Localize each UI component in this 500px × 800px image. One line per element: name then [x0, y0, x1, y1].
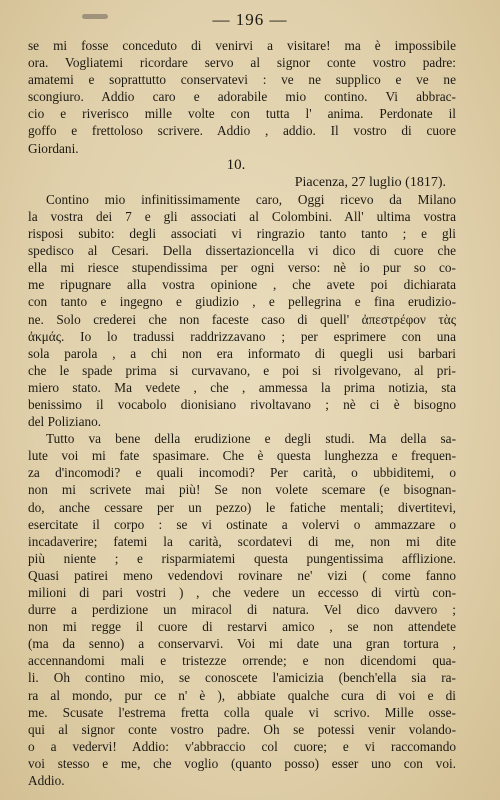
text-line: (ma da senno) a conservarvi. Voi mi date una gran tortura , [28, 636, 456, 652]
text-line: miero stato. Ma vedete , che , ammessa la prima notizia, sta [28, 379, 456, 395]
text-line: ora. Vogliatemi ricordare servo al signor conte vostro padre: [28, 55, 456, 71]
text-line: del Poliziano. [28, 414, 102, 430]
text-line: Tutto va bene della erudizione e degli studi. Ma della sa- [46, 431, 456, 447]
text-line: Contino mio infinitissimamente caro, Oggi ricevo da Milano [46, 191, 456, 207]
text-line: spedisco al Cesari. Della dissertazioncella vi dico di cuore che [28, 243, 456, 259]
text-line: risposi subito: degli associati vi ringrazio tanto tanto ; e gli [28, 226, 456, 242]
text-line: non mi regge il cuore di restarvi amico , se non attendete [28, 619, 456, 635]
signature-line: Giordani. [28, 140, 79, 156]
text-line: se mi fosse conceduto di venirvi a visitare! ma è impossibile [28, 38, 456, 53]
text-line: li. Oh contino mio, se conoscete l'amicizia (bench'ella sia ra- [28, 670, 456, 686]
text-line: cio e riverisco mille volte con tutta l' anima. Perdonate il [28, 106, 456, 122]
text-line: me. Scusate l'estrema fretta colla quale vi scrivo. Mille osse- [28, 704, 456, 720]
text-line: milioni di pari vostri ) , che vedere un eccesso di virtù con- [28, 585, 456, 600]
text-line: o a vedervi! Addio: v'abbraccio col cuore; e vi raccomando [28, 738, 456, 754]
text-line: ne. Solo crederei che non faceste caso di quell' ἀπεστρέφον τὰς [28, 311, 456, 327]
text-line: non mi scrivete mai più! Se non volete scemare (e bisognan- [28, 482, 456, 498]
text-line: con tanto e ingegno e giudizio , e pellegrina e fina erudizio- [28, 294, 456, 310]
text-line: la vostra dei 7 e gli associati al Colombini. All' ultima vostra [28, 208, 456, 224]
text-line: benissimo il vocabolo dionisiano rivoltavano ; nè ci è bisogno [28, 396, 456, 412]
text-line: sola parola , a chi non era informato di quegli usi barbari [28, 345, 456, 361]
letter-number: 10. [226, 156, 246, 173]
text-line: ἀκμάς. Io lo tradussi raddrizzavano ; per esprimere con una [28, 328, 456, 344]
page-number: — 196 — [212, 10, 288, 29]
text-line: qui al signor conte vostro padre. Oh se potessi venir volando- [28, 721, 456, 737]
text-line: incadaverire; fatemi la carità, scordatevi di me, non mi dite [28, 533, 456, 549]
text-line: ella mi riesce stupendissima per ogni verso: nè io pur so co- [28, 260, 456, 276]
text-line: più niente ; e risparmiatemi questa pungentissima afflizione. [28, 550, 456, 566]
text-line: me ripugnare alla vostra opinione , che avete poi dichiarata [28, 277, 456, 293]
text-line: esercitate il corpo : se vi ostinate a volervi o ammazzare o [28, 516, 456, 532]
text-line: che le spade prima si curvavano, e poi si rivolgevano, al pri- [28, 362, 456, 378]
text-line: za d'incomodi? e quali incomodi? Per carità, o ubbiditemi, o [28, 465, 456, 481]
text-line: durre a perdizione un miracol di natura. Vel dico davvero ; [28, 602, 456, 618]
text-line: accennandomi mali e tristezze orrende; e non dicendomi qua- [28, 653, 456, 669]
text-line: ra al mondo, pur ce n' è ), abbiate qualche cura di voi e di [28, 687, 456, 703]
text-line: amatemi e soprattutto conservatevi : ve ne supplico e ve ne [28, 72, 456, 88]
letter-date: Piacenza, 27 luglio (1817). [294, 174, 446, 190]
text-line: scongiuro. Addio caro e adorabile mio contino. Vi abbrac- [28, 89, 456, 105]
text-line: do, anche cessare per un pezzo) le fatiche mentali; divertitevi, [28, 499, 456, 515]
text-line: lute voi mi fate spasimare. Che è questa lunghezza e frequen- [28, 448, 456, 464]
text-line: Quasi patirei meno vedendovi rovinare ne' vizi ( come fanno [28, 567, 456, 583]
text-line: voi stesso e me, che voglio (quanto posso) esser uno con voi. [28, 755, 456, 771]
text-line: Addio. [28, 773, 65, 789]
text-line: goffo e frettoloso scrivere. Addio , addio. Il vostro di cuore [28, 123, 456, 139]
body-text [28, 37, 456, 789]
